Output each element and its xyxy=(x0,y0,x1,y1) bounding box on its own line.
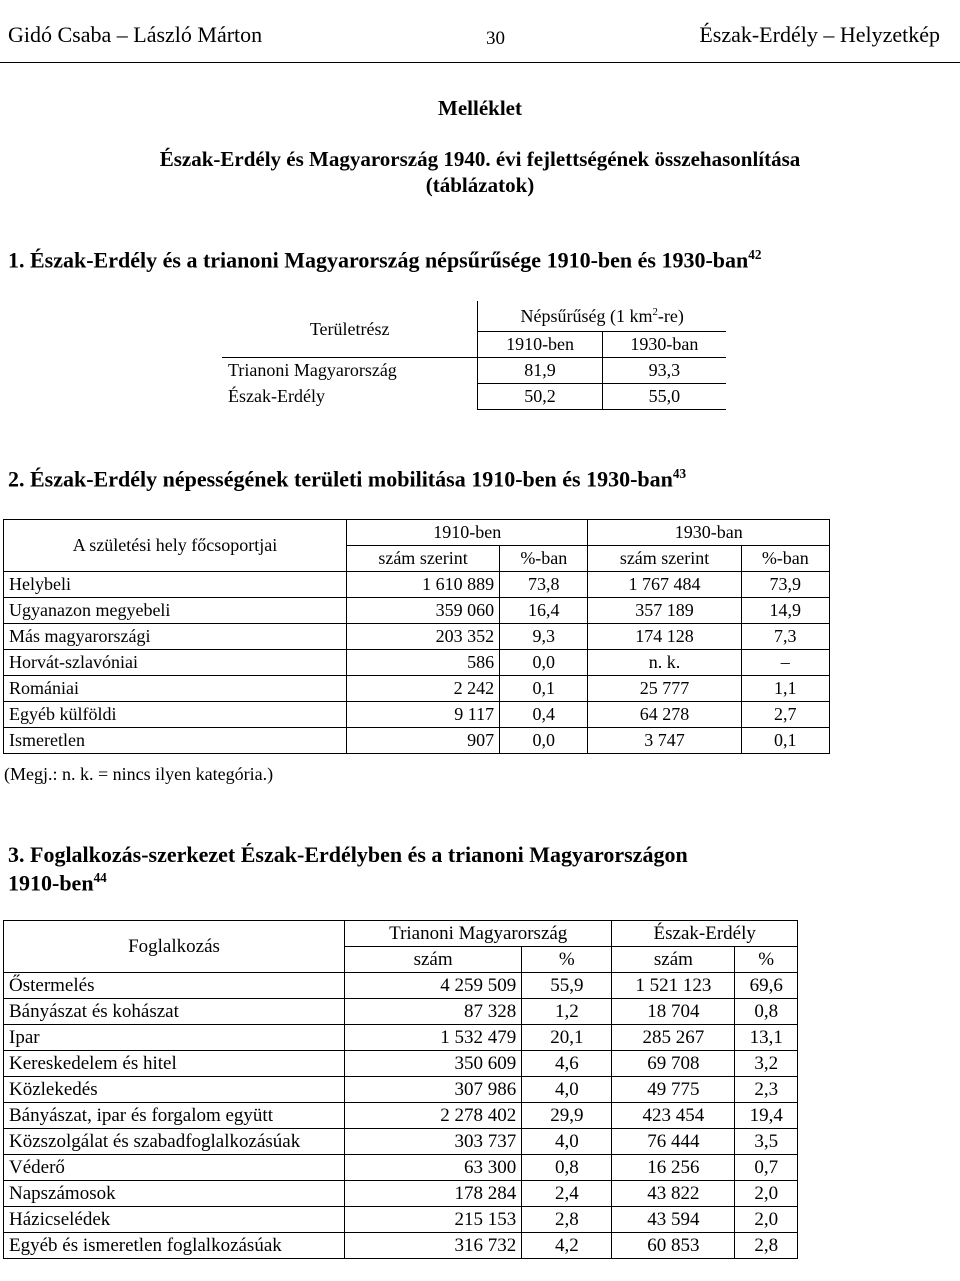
col-1930: 1930-ban xyxy=(588,520,830,546)
col-1930: 1930-ban xyxy=(602,332,726,358)
col-1910: 1910-ben xyxy=(478,332,602,358)
cell-hu-num: 2 278 402 xyxy=(345,1103,522,1129)
cell-1930-num: n. k. xyxy=(588,650,741,676)
cell-1910-num: 359 060 xyxy=(347,598,500,624)
annex-subtitle-2: (táblázatok) xyxy=(425,173,535,197)
cell-hu-num: 215 153 xyxy=(345,1207,522,1233)
row-label: Ugyanazon megyebeli xyxy=(4,598,347,624)
cell-1930: 55,0 xyxy=(602,384,726,410)
cell-hu-pct: 2,4 xyxy=(522,1181,612,1207)
cell-ne-pct: 69,6 xyxy=(735,973,798,999)
cell-1910-num: 2 242 xyxy=(347,676,500,702)
cell-ne-pct: 2,0 xyxy=(735,1207,798,1233)
table-row xyxy=(4,1025,798,1051)
cell-hu-pct: 55,9 xyxy=(522,973,612,999)
col-trianon-hungary: Trianoni Magyarország xyxy=(345,921,612,947)
row-label: Házicselédek xyxy=(4,1207,345,1233)
row-label: Egyéb és ismeretlen foglalkozásúak xyxy=(4,1233,345,1259)
cell-ne-num: 69 708 xyxy=(612,1051,735,1077)
cell-hu-pct: 20,1 xyxy=(522,1025,612,1051)
col-region: Területrész xyxy=(222,301,478,358)
table-row xyxy=(4,999,798,1025)
cell-hu-num: 4 259 509 xyxy=(345,973,522,999)
row-label: Közlekedés xyxy=(4,1077,345,1103)
cell-1910-pct: 0,1 xyxy=(500,676,588,702)
table3-heading-text: 1910-ben xyxy=(8,870,94,896)
cell-1930-num: 1 767 484 xyxy=(588,572,741,598)
col-occupation: Foglalkozás xyxy=(4,921,345,973)
page-header xyxy=(0,0,960,63)
cell-ne-pct: 3,2 xyxy=(735,1051,798,1077)
table-row xyxy=(4,1207,798,1233)
row-label: Romániai xyxy=(4,676,347,702)
cell-1910-num: 203 352 xyxy=(347,624,500,650)
table-row xyxy=(4,572,830,598)
table-row xyxy=(4,1077,798,1103)
cell-1930-pct: – xyxy=(741,650,829,676)
table1-footnote-ref: 42 xyxy=(748,247,762,262)
cell-1910-pct: 16,4 xyxy=(500,598,588,624)
table2-heading xyxy=(8,466,686,492)
cell-ne-pct: 2,3 xyxy=(735,1077,798,1103)
table-row xyxy=(4,728,830,754)
col-hu-num: szám xyxy=(345,947,522,973)
table3-footnote-ref: 44 xyxy=(93,870,107,885)
table-row xyxy=(4,1233,798,1259)
cell-1930: 93,3 xyxy=(602,358,726,384)
cell-hu-pct: 29,9 xyxy=(522,1103,612,1129)
cell-ne-pct: 0,8 xyxy=(735,999,798,1025)
table-row xyxy=(4,598,830,624)
cell-hu-num: 316 732 xyxy=(345,1233,522,1259)
population-density-table xyxy=(222,301,726,410)
table2-heading-text: 2. Észak-Erdély népességének területi mobilitása 1910-ben és 1930-ban xyxy=(8,466,673,492)
cell-hu-pct: 4,0 xyxy=(522,1129,612,1155)
cell-ne-num: 60 853 xyxy=(612,1233,735,1259)
annex-title: Melléklet xyxy=(438,96,522,120)
cell-ne-num: 285 267 xyxy=(612,1025,735,1051)
cell-1910-pct: 73,8 xyxy=(500,572,588,598)
cell-1930-pct: 1,1 xyxy=(741,676,829,702)
cell-hu-num: 350 609 xyxy=(345,1051,522,1077)
cell-1930-num: 3 747 xyxy=(588,728,741,754)
cell-1930-pct: 2,7 xyxy=(741,702,829,728)
cell-ne-num: 423 454 xyxy=(612,1103,735,1129)
cell-ne-num: 18 704 xyxy=(612,999,735,1025)
cell-ne-num: 43 594 xyxy=(612,1207,735,1233)
cell-1930-pct: 14,9 xyxy=(741,598,829,624)
row-label: Észak-Erdély xyxy=(222,384,478,410)
table-row xyxy=(4,1103,798,1129)
col-hu-pct: % xyxy=(522,947,612,973)
table-row xyxy=(4,702,830,728)
cell-ne-pct: 19,4 xyxy=(735,1103,798,1129)
table3-heading-line1: 3. Foglalkozás-szerkezet Észak-Erdélyben és a trianoni Magyarországon xyxy=(8,842,688,867)
table-row xyxy=(4,624,830,650)
table-row xyxy=(4,676,830,702)
cell-1930-num: 357 189 xyxy=(588,598,741,624)
header-title: Észak-Erdély – Helyzetkép xyxy=(699,22,940,47)
cell-hu-num: 303 737 xyxy=(345,1129,522,1155)
cell-1910-pct: 0,0 xyxy=(500,650,588,676)
page-number: 30 xyxy=(486,28,505,49)
col-1910-num: szám szerint xyxy=(347,546,500,572)
table-row xyxy=(4,1051,798,1077)
cell-1910-num: 907 xyxy=(347,728,500,754)
row-label: Bányászat, ipar és forgalom együtt xyxy=(4,1103,345,1129)
table2-note: (Megj.: n. k. = nincs ilyen kategória.) xyxy=(4,764,274,784)
table-row xyxy=(4,973,798,999)
table-row xyxy=(4,650,830,676)
col-ne-num: szám xyxy=(612,947,735,973)
table1-heading xyxy=(8,247,761,273)
cell-1930-pct: 0,1 xyxy=(741,728,829,754)
col-density-group xyxy=(478,301,726,332)
cell-hu-num: 307 986 xyxy=(345,1077,522,1103)
cell-hu-num: 1 532 479 xyxy=(345,1025,522,1051)
cell-1910-pct: 9,3 xyxy=(500,624,588,650)
row-label: Közszolgálat és szabadfoglalkozásúak xyxy=(4,1129,345,1155)
cell-ne-num: 1 521 123 xyxy=(612,973,735,999)
annex-subtitle: Észak-Erdély és Magyarország 1940. évi fejlettségének összehasonlítása xyxy=(159,147,801,171)
row-label: Trianoni Magyarország xyxy=(222,358,478,384)
cell-ne-pct: 3,5 xyxy=(735,1129,798,1155)
cell-hu-pct: 4,6 xyxy=(522,1051,612,1077)
row-label: Őstermelés xyxy=(4,973,345,999)
cell-ne-pct: 13,1 xyxy=(735,1025,798,1051)
cell-ne-pct: 2,0 xyxy=(735,1181,798,1207)
col-northern-transylvania: Észak-Erdély xyxy=(612,921,798,947)
col-1930-num: szám szerint xyxy=(588,546,741,572)
row-label: Kereskedelem és hitel xyxy=(4,1051,345,1077)
cell-1910: 50,2 xyxy=(478,384,602,410)
cell-1930-num: 25 777 xyxy=(588,676,741,702)
cell-1910: 81,9 xyxy=(478,358,602,384)
cell-1930-num: 64 278 xyxy=(588,702,741,728)
col-density-pre: Népsűrűség (1 km xyxy=(520,305,653,326)
row-label: Más magyarországi xyxy=(4,624,347,650)
cell-ne-num: 16 256 xyxy=(612,1155,735,1181)
row-label: Bányászat és kohászat xyxy=(4,999,345,1025)
cell-hu-pct: 0,8 xyxy=(522,1155,612,1181)
table-row xyxy=(4,1155,798,1181)
row-label: Ipar xyxy=(4,1025,345,1051)
cell-hu-pct: 4,2 xyxy=(522,1233,612,1259)
cell-1930-pct: 73,9 xyxy=(741,572,829,598)
cell-1910-num: 586 xyxy=(347,650,500,676)
table-row xyxy=(222,358,726,384)
cell-ne-pct: 0,7 xyxy=(735,1155,798,1181)
cell-hu-num: 63 300 xyxy=(345,1155,522,1181)
cell-hu-pct: 2,8 xyxy=(522,1207,612,1233)
row-label: Egyéb külföldi xyxy=(4,702,347,728)
col-1910-pct: %-ban xyxy=(500,546,588,572)
row-label: Horvát-szlavóniai xyxy=(4,650,347,676)
cell-1930-pct: 7,3 xyxy=(741,624,829,650)
row-label: Napszámosok xyxy=(4,1181,345,1207)
col-ne-pct: % xyxy=(735,947,798,973)
occupation-table xyxy=(3,920,798,1259)
cell-1910-num: 1 610 889 xyxy=(347,572,500,598)
table2-footnote-ref: 43 xyxy=(672,466,687,481)
col-1930-pct: %-ban xyxy=(741,546,829,572)
cell-hu-pct: 1,2 xyxy=(522,999,612,1025)
cell-hu-num: 178 284 xyxy=(345,1181,522,1207)
col-birthplace-group: A születési hely főcsoportjai xyxy=(4,520,347,572)
col-density-post: -re) xyxy=(657,305,684,326)
cell-1910-pct: 0,0 xyxy=(500,728,588,754)
cell-1910-num: 9 117 xyxy=(347,702,500,728)
mobility-table xyxy=(3,519,830,754)
table-row xyxy=(4,1129,798,1155)
table1-heading-text: 1. Észak-Erdély és a trianoni Magyarország népsűrűsége 1910-ben és 1930-ban xyxy=(8,247,749,273)
cell-ne-pct: 2,8 xyxy=(735,1233,798,1259)
cell-hu-pct: 4,0 xyxy=(522,1077,612,1103)
table-row xyxy=(4,1181,798,1207)
row-label: Helybeli xyxy=(4,572,347,598)
row-label: Ismeretlen xyxy=(4,728,347,754)
table-row xyxy=(222,384,726,410)
cell-ne-num: 43 822 xyxy=(612,1181,735,1207)
cell-1930-num: 174 128 xyxy=(588,624,741,650)
col-1910: 1910-ben xyxy=(347,520,588,546)
cell-hu-num: 87 328 xyxy=(345,999,522,1025)
table3-heading-line2 xyxy=(8,870,107,896)
header-authors: Gidó Csaba – László Márton xyxy=(8,22,263,47)
cell-ne-num: 76 444 xyxy=(612,1129,735,1155)
cell-ne-num: 49 775 xyxy=(612,1077,735,1103)
row-label: Véderő xyxy=(4,1155,345,1181)
col-density-sup: 2 xyxy=(652,305,658,318)
cell-1910-pct: 0,4 xyxy=(500,702,588,728)
